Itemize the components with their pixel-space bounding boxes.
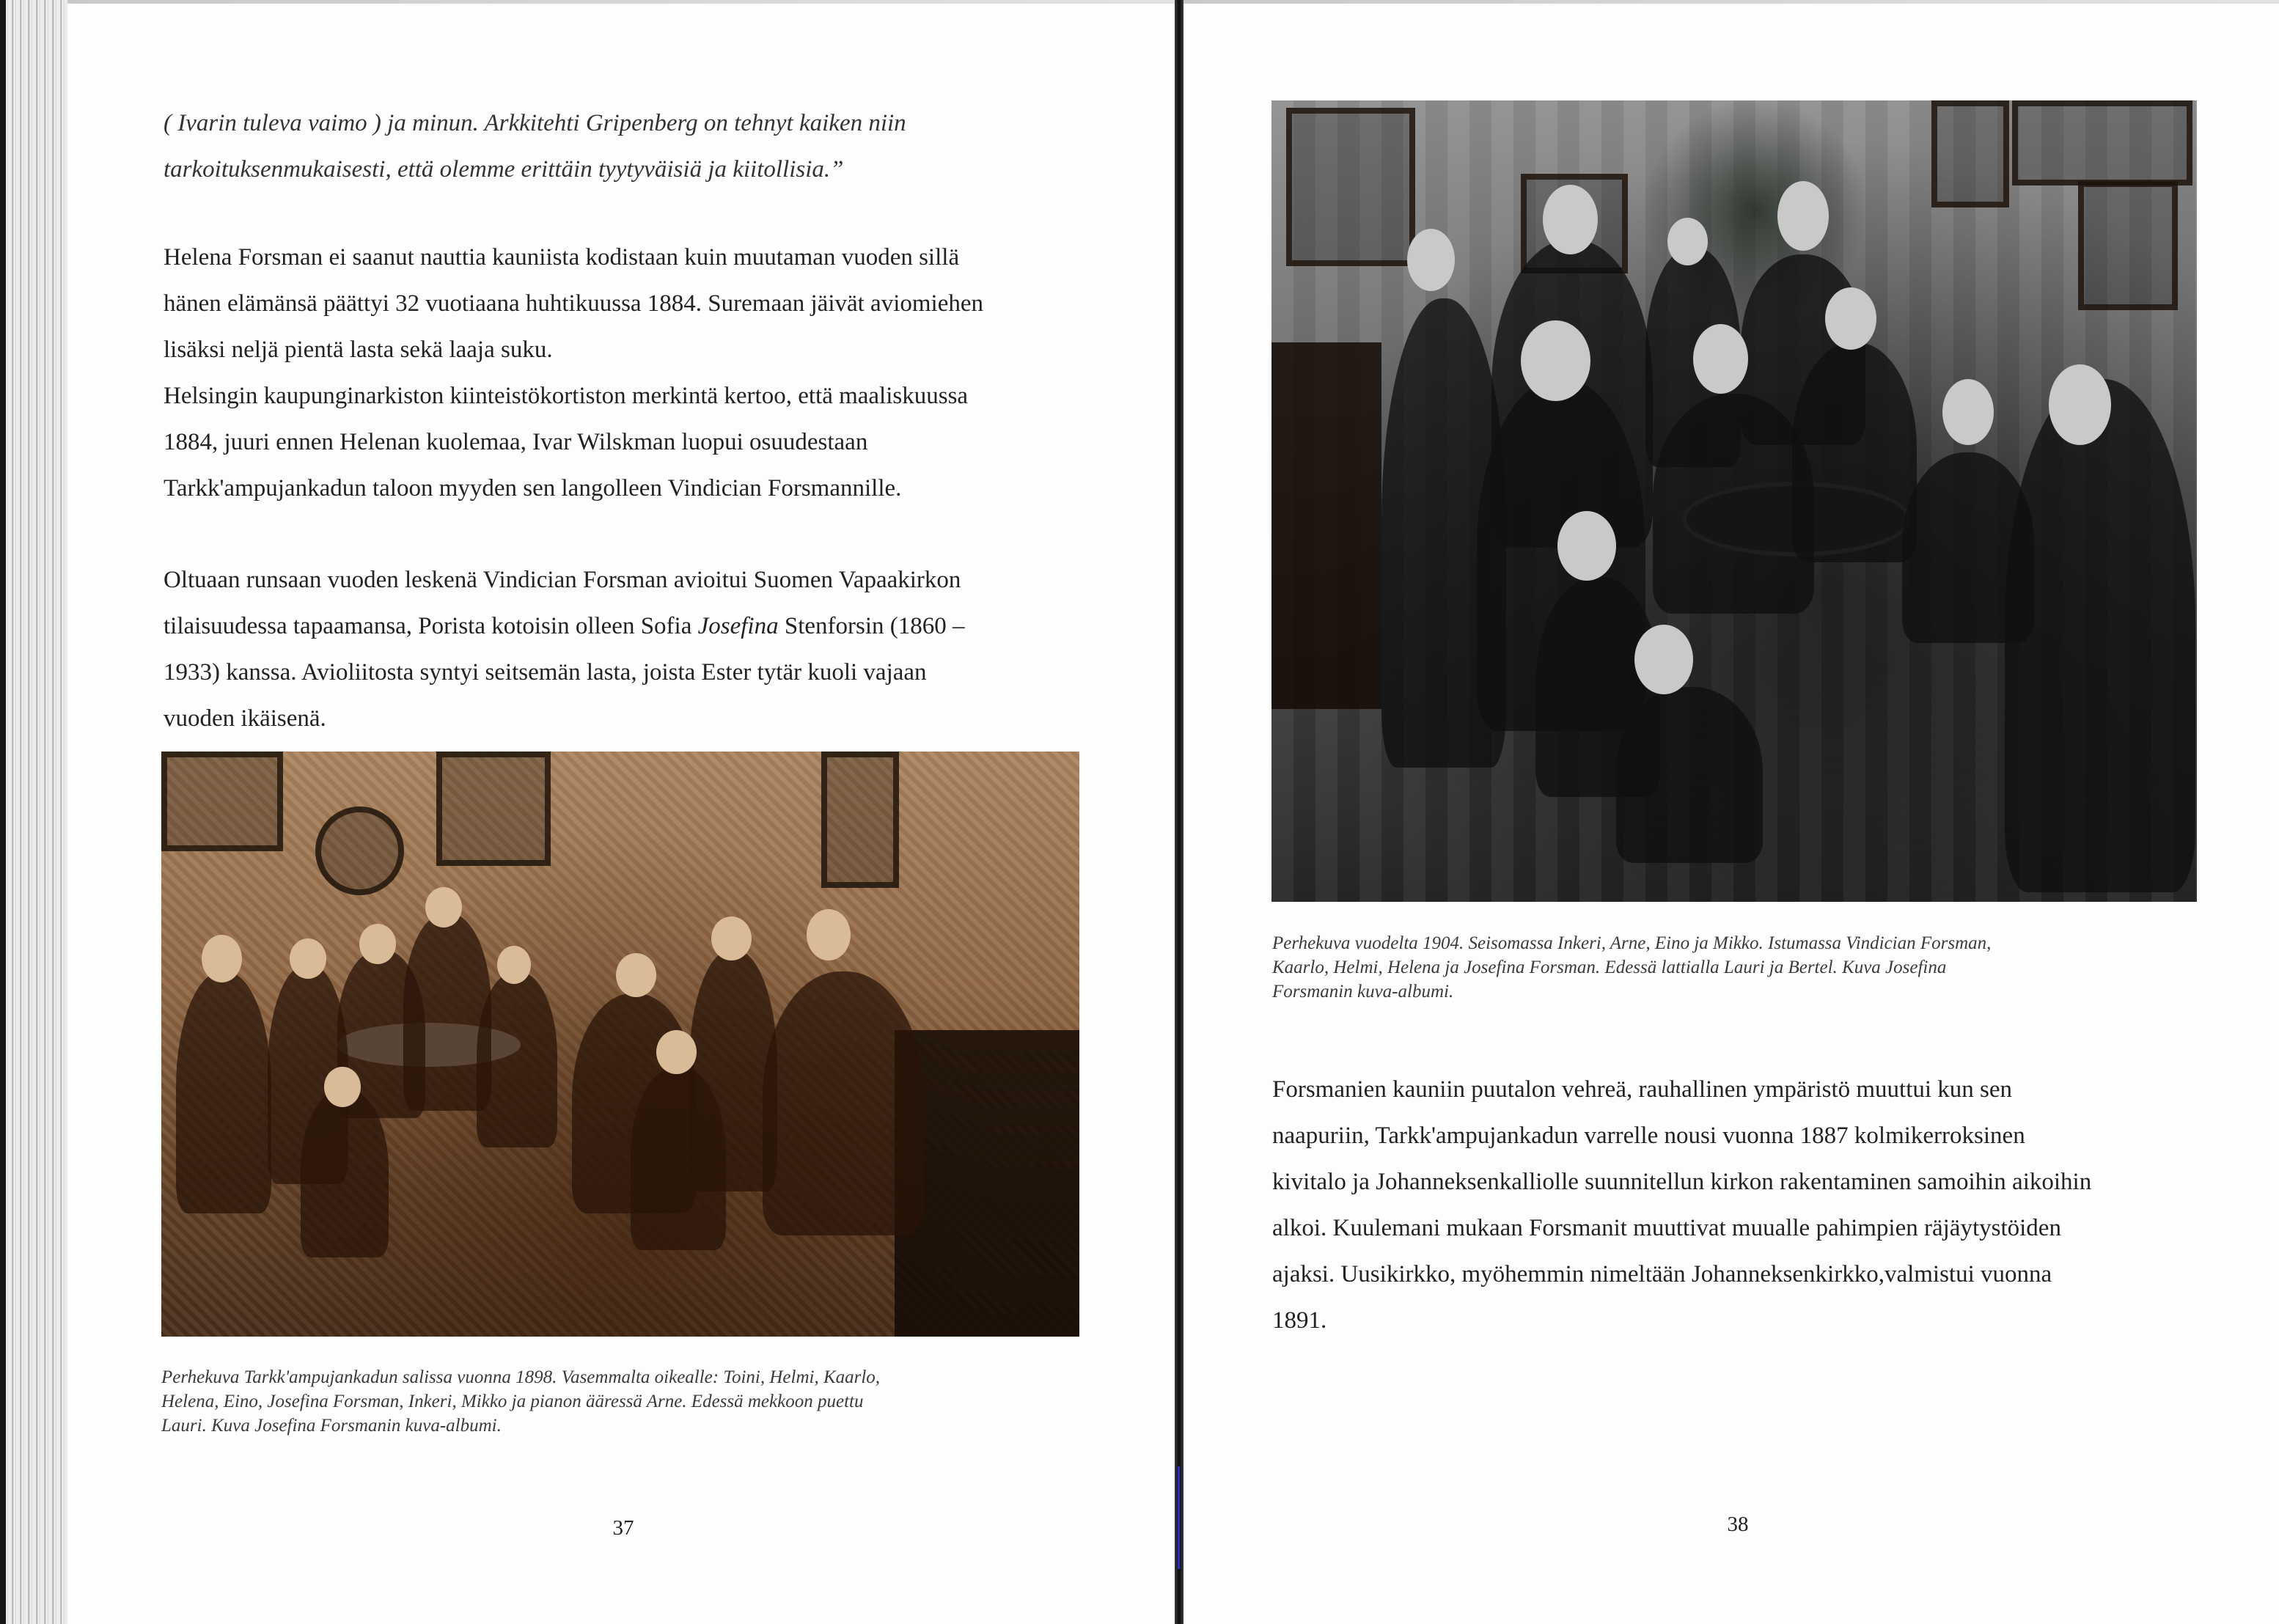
paragraph-line: hänen elämänsä päättyi 32 vuotiaana huhtikuussa 1884. Suremaan jäivät aviomiehen [164, 290, 984, 317]
person-face [1557, 511, 1616, 581]
person-face [1634, 625, 1693, 694]
person-face [1407, 229, 1455, 291]
person-face [497, 946, 531, 984]
caption-line: Helena, Eino, Josefina Forsman, Inkeri, Mikko ja pianon ääressä Arne. Edessä mekkoon puettu [161, 1392, 864, 1411]
person-figure [1792, 342, 1917, 562]
page-top-edge [1183, 0, 2279, 4]
person-figure [1653, 394, 1814, 614]
person-face [1693, 324, 1748, 394]
wall-portrait [1931, 100, 2009, 207]
piano [1271, 342, 1381, 709]
family-photo-1898 [161, 752, 1079, 1337]
person-face [1543, 185, 1598, 254]
paragraph-text: Stenforsin (1860 – [778, 613, 965, 639]
paragraph-line: vuoden ikäisenä. [164, 705, 326, 732]
paragraph-line: lisäksi neljä pientä lasta sekä laaja suku. [164, 337, 553, 363]
caption-line: Kaarlo, Helmi, Helena ja Josefina Forsman. Edessä lattialla Lauri ja Bertel. Kuva Josefina [1272, 958, 1947, 977]
paragraph-line: kivitalo ja Johanneksenkalliolle suunnitellun kirkon rakentaminen samoihin aikoihin [1272, 1169, 2092, 1195]
wall-painting [436, 752, 551, 866]
person-face [2049, 364, 2111, 445]
caption-line: Perhekuva Tarkk'ampujankadun salissa vuonna 1898. Vasemmalta oikealle: Toini, Helmi, Kaarlo, [161, 1367, 881, 1387]
right-page [1183, 0, 2279, 1624]
paragraph-line: Forsmanien kauniin puutalon vehreä, rauhallinen ympäristö muuttui kun sen [1272, 1076, 2013, 1103]
paragraph-line: alkoi. Kuulemani mukaan Forsmanit muuttivat muualle pahimpien räjäytystöiden [1272, 1215, 2061, 1241]
person-face [324, 1067, 361, 1107]
paragraph-line: ajaksi. Uusikirkko, myöhemmin nimeltään Johanneksenkirkko,valmistui vuonna [1272, 1261, 2052, 1287]
book-page-edges [0, 0, 67, 1624]
person-face [616, 953, 656, 997]
person-figure [176, 971, 271, 1213]
wall-painting [2012, 100, 2192, 185]
person-face [1521, 320, 1590, 401]
person-face [425, 887, 462, 927]
paragraph-line: Oltuaan runsaan vuoden leskenä Vindician Forsman avioitui Suomen Vapaakirkon [164, 567, 961, 593]
person-face [290, 938, 326, 979]
person-figure [1616, 687, 1763, 863]
italic-name: Josefina [697, 613, 779, 639]
quote-line-1: ( Ivarin tuleva vaimo ) ja minun. Arkkitehti Gripenberg on tehnyt kaiken niin [164, 110, 906, 136]
paragraph-text: tilaisuudessa tapaamansa, Porista kotoisin olleen Sofia [164, 613, 698, 639]
book-gutter [1175, 0, 1183, 1624]
page-number: 37 [612, 1516, 634, 1540]
quote-line-2: tarkoituksenmukaisesti, että olemme erittäin tyytyväisiä ja kiitollisia.” [164, 156, 844, 183]
page-number: 38 [1727, 1513, 1749, 1536]
paragraph-line: 1891. [1272, 1307, 1327, 1334]
person-face [202, 935, 242, 982]
wall-plate [315, 807, 404, 895]
person-face [1667, 218, 1708, 265]
person-figure [631, 1067, 726, 1250]
caption-line: Forsmanin kuva-albumi. [1272, 982, 1454, 1002]
paragraph-line-mixed [164, 603, 965, 650]
paragraph-line: 1933) kanssa. Avioliitosta syntyi seitsemän lasta, joista Ester tytär kuoli vajaan [164, 659, 927, 686]
paragraph-line: Helsingin kaupunginarkiston kiinteistökortiston merkintä kertoo, että maaliskuussa [164, 383, 969, 409]
person-face [656, 1030, 697, 1074]
person-figure [301, 1089, 389, 1257]
paragraph-line: 1884, juuri ennen Helenan kuolemaa, Ivar Wilskman luopui osuudestaan [164, 429, 868, 455]
wall-painting [821, 752, 899, 888]
person-face [1825, 287, 1876, 350]
person-face [1942, 379, 1994, 445]
family-photo-1904 [1271, 100, 2197, 902]
page-top-edge [67, 0, 1175, 4]
wall-portrait [2078, 181, 2178, 310]
paragraph-line: Tarkk'ampujankadun taloon myyden sen langolleen Vindician Forsmannille. [164, 475, 902, 501]
left-page [67, 0, 1175, 1624]
person-figure [477, 971, 557, 1147]
person-figure [763, 971, 924, 1235]
wall-painting [161, 752, 283, 851]
person-figure [2005, 379, 2195, 892]
paragraph-line: Helena Forsman ei saanut nauttia kauniista kodistaan kuin muutaman vuoden sillä [164, 244, 960, 271]
person-face [711, 916, 752, 960]
person-face [359, 924, 396, 964]
person-face [1777, 181, 1829, 251]
person-face [807, 909, 851, 960]
caption-line: Lauri. Kuva Josefina Forsmanin kuva-albumi. [161, 1416, 502, 1436]
paragraph-line: naapuriin, Tarkk'ampujankadun varrelle nousi vuonna 1887 kolmikerroksinen [1272, 1123, 2025, 1149]
wall-painting [1286, 108, 1415, 266]
caption-line: Perhekuva vuodelta 1904. Seisomassa Inkeri, Arne, Eino ja Mikko. Istumassa Vindician Forsman, [1272, 933, 1992, 953]
